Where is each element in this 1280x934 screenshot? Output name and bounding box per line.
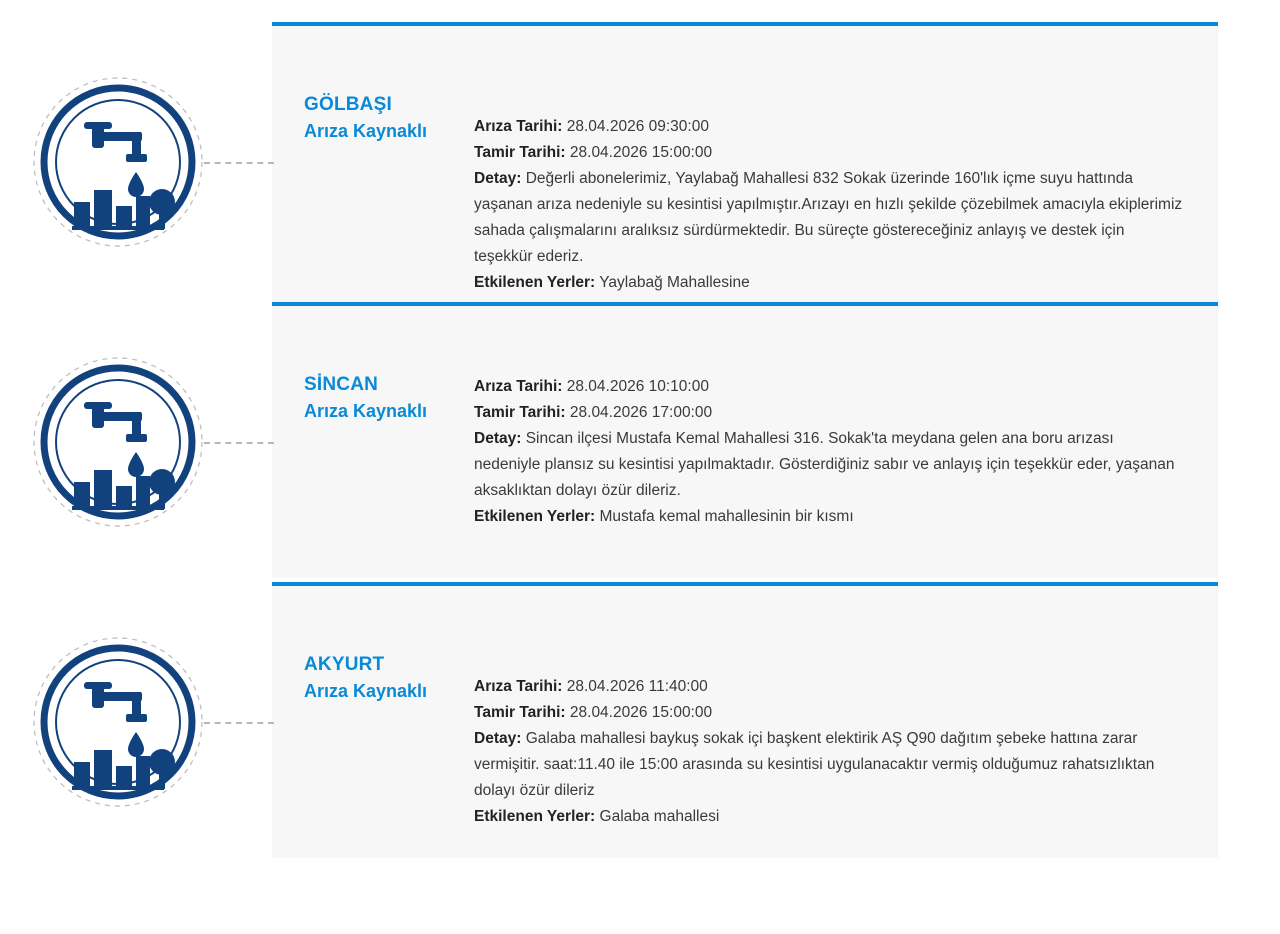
district-subtitle: Arıza Kaynaklı — [304, 121, 428, 141]
fault-date-row — [474, 674, 1184, 700]
detail-label: Detay: — [474, 730, 522, 747]
outage-item — [0, 302, 1280, 582]
affected-label: Etkilenen Yerler: — [474, 274, 596, 291]
connector-line — [204, 722, 274, 724]
district-column — [304, 612, 474, 704]
affected-value: Mustafa kemal mahallesinin bir kısmı — [599, 508, 854, 525]
district-name: AKYURT — [304, 654, 385, 675]
detail-row — [474, 426, 1184, 504]
outage-card — [272, 582, 1218, 858]
connector-line — [204, 162, 274, 164]
repair-date-label: Tamir Tarihi: — [474, 144, 566, 161]
district-name: GÖLBAŞI — [304, 94, 392, 115]
fault-date-label: Arıza Tarihi: — [474, 378, 563, 395]
fault-date-row — [474, 374, 1184, 400]
district-subtitle: Arıza Kaynaklı — [304, 401, 428, 421]
district-column — [304, 332, 474, 424]
fault-date-label: Arıza Tarihi: — [474, 118, 563, 135]
detail-value: Galaba mahallesi baykuş sokak içi başkent elektirik AŞ Q90 dağıtım şebeke hattına zarar vermişitir. saat:11.40 ile 15:00 arasında su kesintisi uygulanacaktır vermiş olduğumuz rahatsızlıktan dolayı özür dileriz — [474, 730, 1155, 799]
water-outage-icon — [32, 76, 204, 248]
fault-date-value: 28.04.2026 11:40:00 — [566, 678, 708, 695]
repair-date-value: 28.04.2026 15:00:00 — [569, 704, 713, 721]
fault-date-value: 28.04.2026 10:10:00 — [566, 378, 709, 395]
icon-column — [0, 582, 272, 862]
repair-date-label: Tamir Tarihi: — [474, 704, 566, 721]
detail-value: Değerli abonelerimiz, Yaylabağ Mahallesi 832 Sokak üzerinde 160'lık içme suyu hattında yaşanan arıza nedeniyle su kesintisi yapılmıştır.Arızayı en hızlı şekilde çözebilmek amacıyla ekiplerimiz sahada çalışmalarını aralıksız sürdürmektedir. Bu süreçte göstereceğiniz anlayış ve destek için teşekkür ederiz. — [474, 170, 1183, 265]
details-column — [474, 52, 1184, 296]
fault-date-row — [474, 114, 1184, 140]
affected-label: Etkilenen Yerler: — [474, 508, 596, 525]
detail-value: Sincan ilçesi Mustafa Kemal Mahallesi 316. Sokak'ta meydana gelen ana boru arızası nedeniyle plansız su kesintisi yapılmaktadır. Gösterdiğiniz sabır ve anlayış için teşekkür eder, yaşanan aksaklıktan dolayı özür dileriz. — [474, 430, 1175, 499]
affected-row — [474, 804, 1184, 830]
affected-label: Etkilenen Yerler: — [474, 808, 596, 825]
repair-date-row — [474, 140, 1184, 166]
details-column — [474, 332, 1184, 530]
repair-date-row — [474, 400, 1184, 426]
fault-date-label: Arıza Tarihi: — [474, 678, 563, 695]
water-outage-icon — [32, 636, 204, 808]
repair-date-label: Tamir Tarihi: — [474, 404, 566, 421]
detail-label: Detay: — [474, 170, 522, 187]
affected-value: Yaylabağ Mahallesine — [599, 274, 750, 291]
affected-row — [474, 270, 1184, 296]
district-name: SİNCAN — [304, 374, 379, 395]
outage-card — [272, 302, 1218, 578]
district-column — [304, 52, 474, 144]
outage-item — [0, 582, 1280, 862]
details-column — [474, 612, 1184, 830]
connector-line — [204, 442, 274, 444]
detail-row — [474, 166, 1184, 270]
outage-card — [272, 22, 1218, 322]
repair-date-value: 28.04.2026 17:00:00 — [569, 404, 713, 421]
affected-value: Galaba mahallesi — [599, 808, 720, 825]
detail-label: Detay: — [474, 430, 522, 447]
district-subtitle: Arıza Kaynaklı — [304, 681, 428, 701]
repair-date-row — [474, 700, 1184, 726]
fault-date-value: 28.04.2026 09:30:00 — [566, 118, 709, 135]
icon-column — [0, 22, 272, 302]
outage-item — [0, 22, 1280, 302]
detail-row — [474, 726, 1184, 804]
icon-column — [0, 302, 272, 582]
water-outage-icon — [32, 356, 204, 528]
affected-row — [474, 504, 1184, 530]
repair-date-value: 28.04.2026 15:00:00 — [569, 144, 713, 161]
